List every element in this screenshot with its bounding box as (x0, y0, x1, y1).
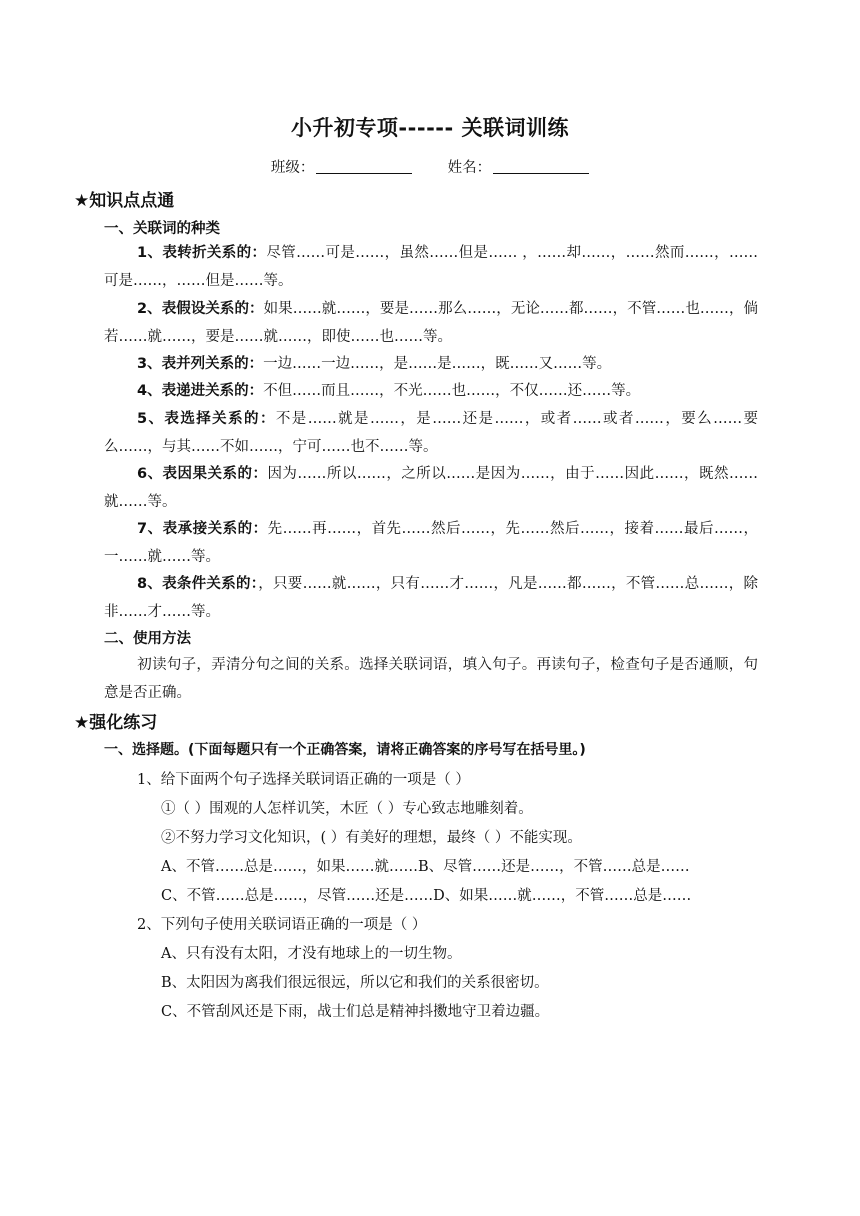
practice-heading: ★强化练习 (74, 713, 158, 733)
knowledge-item (104, 239, 758, 295)
item-text: 先……再……，首先……然后……，先……然后……，接着……最后……，一……就……等。 (104, 521, 759, 565)
knowledge-heading: ★知识点点通 (74, 191, 175, 211)
knowledge-item (104, 515, 758, 571)
item-text: ，只要……就……，只有……才……，凡是……都……，不管……总……，除非……才……等。 (104, 576, 758, 620)
knowledge-item (104, 377, 758, 405)
question-1-stem: 1、给下面两个句子选择关联词语正确的一项是（ ） (137, 772, 470, 788)
question-1-options-cd: C、不管……总是……，尽管……还是……D、如果……就……，不管……总是…… (161, 888, 692, 904)
knowledge-item (104, 350, 758, 378)
knowledge-item (104, 405, 758, 461)
item-label: 8、表条件关系的： (137, 576, 259, 592)
class-blank[interactable] (316, 157, 412, 174)
knowledge-item (104, 295, 758, 351)
question-2-option-c: C、不管刮风还是下雨，战士们总是精神抖擞地守卫着边疆。 (161, 1004, 550, 1020)
types-heading: 一、关联词的种类 (104, 221, 220, 237)
item-text: 尽管……可是……，虽然……但是…… ，……却……，……然而……，……可是……，……但是……等。 (104, 245, 758, 289)
question-2-stem: 2、下列句子使用关联词语正确的一项是（ ） (137, 917, 427, 933)
item-label: 5、表选择关系的： (137, 411, 276, 427)
choice-heading: 一、选择题。(下面每题只有一个正确答案，请将正确答案的序号写在括号里。) (104, 742, 586, 758)
name-bar (0, 156, 860, 177)
question-2-option-a: A、只有没有太阳，才没有地球上的一切生物。 (161, 946, 462, 962)
item-label: 1、表转折关系的： (137, 245, 267, 261)
item-label: 3、表并列关系的： (137, 356, 264, 372)
method-text: 初读句子，弄清分句之间的关系。选择关联词语，填入句子。再读句子，检查句子是否通顺，句意是否正确。 (104, 657, 758, 701)
item-label: 2、表假设关系的： (137, 301, 264, 317)
question-1-sentence-1: ①（ ）围观的人怎样讥笑，木匠（ ）专心致志地雕刻着。 (161, 801, 533, 817)
item-text: 不但……而且……，不光……也……，不仅……还……等。 (263, 383, 641, 399)
item-text: 一边……一边……，是……是……，既……又……等。 (263, 356, 612, 372)
knowledge-item (104, 570, 758, 626)
item-label: 6、表因果关系的： (137, 466, 268, 482)
name-blank[interactable] (493, 157, 589, 174)
item-label: 4、表递进关系的： (137, 383, 264, 399)
item-text: 不是……就是……，是……还是……，或者……或者……，要么……要么……，与其……不如……，宁可……也不……等。 (104, 411, 758, 455)
item-label: 7、表承接关系的： (137, 521, 268, 537)
question-2-option-b: B、太阳因为离我们很远很远，所以它和我们的关系很密切。 (161, 975, 549, 991)
question-1-sentence-2: ②不努力学习文化知识，( ）有美好的理想，最终（ ）不能实现。 (161, 830, 582, 846)
item-text: 因为……所以……，之所以……是因为……，由于……因此……，既然……就……等。 (104, 466, 758, 510)
question-1-options-ab: A、不管……总是……，如果……就……B、尽管……还是……，不管……总是…… (161, 859, 690, 875)
name-label: 姓名： (447, 160, 492, 176)
page-title: 小升初专项------ 关联词训练 (290, 116, 570, 140)
method-heading: 二、使用方法 (104, 631, 191, 647)
knowledge-item (104, 460, 758, 516)
item-text: 如果……就……，要是……那么……，无论……都……，不管……也……，倘若……就……，要是……就……，即使……也……等。 (104, 301, 758, 345)
class-label: 班级： (270, 160, 315, 176)
